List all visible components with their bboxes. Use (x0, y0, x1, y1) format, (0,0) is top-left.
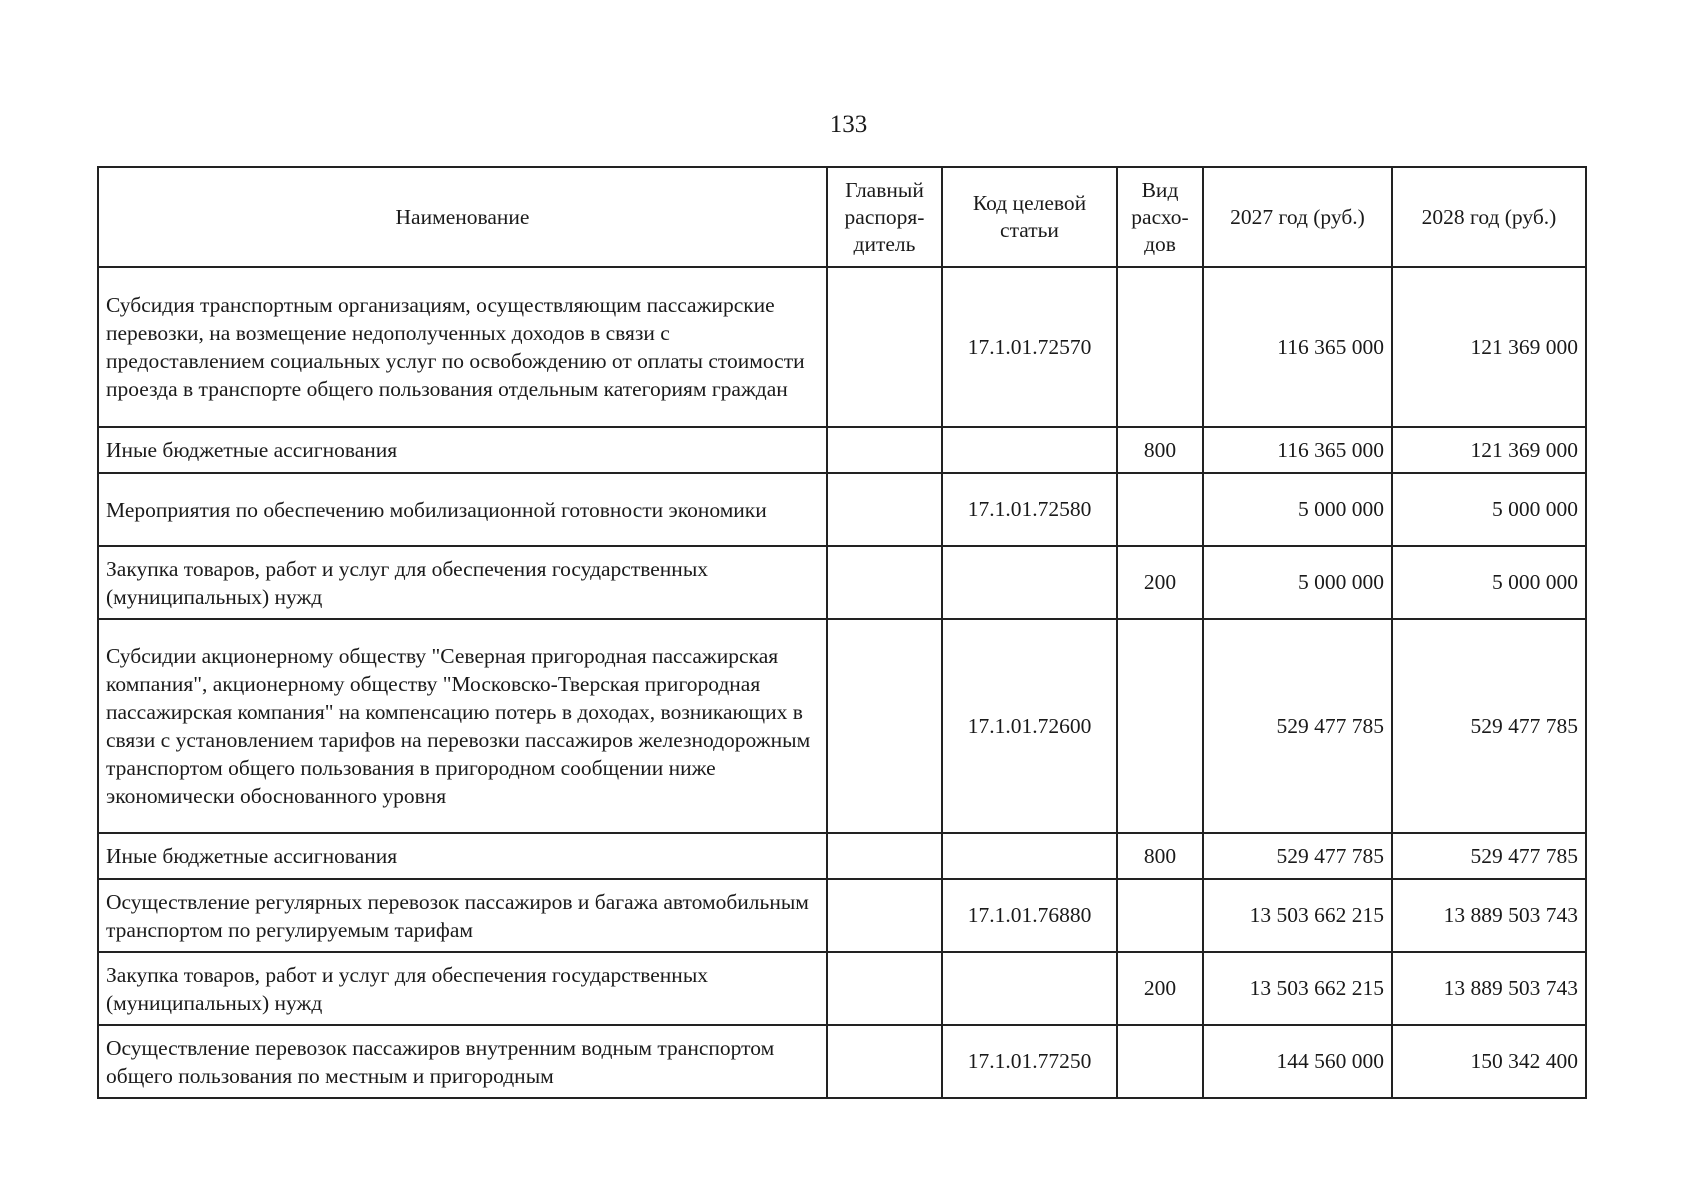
header-target-code: Код целевой статьи (942, 167, 1117, 267)
table-row (98, 833, 1586, 879)
header-year-2027: 2027 год (руб.) (1203, 167, 1392, 267)
row-2027: 529 477 785 (1203, 833, 1392, 879)
row-2028: 5 000 000 (1392, 473, 1586, 546)
row-type (1117, 879, 1203, 952)
table-row (98, 1025, 1586, 1098)
row-code: 17.1.01.72570 (942, 267, 1117, 427)
row-type: 200 (1117, 952, 1203, 1025)
row-2028: 121 369 000 (1392, 427, 1586, 473)
page-number: 133 (829, 111, 868, 138)
row-code: 17.1.01.77250 (942, 1025, 1117, 1098)
row-2027: 13 503 662 215 (1203, 879, 1392, 952)
row-name: Закупка товаров, работ и услуг для обеспечения государственных (муниципальных) нужд (98, 546, 827, 619)
row-2028: 529 477 785 (1392, 619, 1586, 833)
row-manager (827, 879, 942, 952)
row-2027: 529 477 785 (1203, 619, 1392, 833)
header-year-2028: 2028 год (руб.) (1392, 167, 1586, 267)
row-name: Субсидия транспортным организациям, осуществляющим пассажирские перевозки, на возмещение недополученных доходов в связи с предоставлением социальных услуг по освобождению от оплаты стоимости проезда в транспорте общего пользования отдельным категориям граждан (98, 267, 827, 427)
row-2027: 144 560 000 (1203, 1025, 1392, 1098)
table-row (98, 473, 1586, 546)
row-type: 800 (1117, 833, 1203, 879)
table-row (98, 879, 1586, 952)
row-2027: 116 365 000 (1203, 427, 1392, 473)
table-header (98, 167, 1586, 267)
row-code (942, 952, 1117, 1025)
row-manager (827, 267, 942, 427)
row-name: Мероприятия по обеспечению мобилизационной готовности экономики (98, 473, 827, 546)
row-name: Иные бюджетные ассигнования (98, 427, 827, 473)
row-2028: 529 477 785 (1392, 833, 1586, 879)
row-2028: 5 000 000 (1392, 546, 1586, 619)
row-type: 800 (1117, 427, 1203, 473)
row-manager (827, 833, 942, 879)
row-2027: 116 365 000 (1203, 267, 1392, 427)
row-type (1117, 619, 1203, 833)
row-manager (827, 546, 942, 619)
row-manager (827, 1025, 942, 1098)
header-expense-type: Вид расхо-дов (1117, 167, 1203, 267)
row-code: 17.1.01.72580 (942, 473, 1117, 546)
row-code (942, 833, 1117, 879)
row-2028: 13 889 503 743 (1392, 952, 1586, 1025)
row-code: 17.1.01.76880 (942, 879, 1117, 952)
row-2027: 5 000 000 (1203, 473, 1392, 546)
row-type (1117, 267, 1203, 427)
row-name: Иные бюджетные ассигнования (98, 833, 827, 879)
row-manager (827, 619, 942, 833)
table-row (98, 546, 1586, 619)
row-manager (827, 952, 942, 1025)
budget-table (97, 166, 1587, 1099)
row-2028: 121 369 000 (1392, 267, 1586, 427)
header-main-manager: Главный распоря-дитель (827, 167, 942, 267)
row-type (1117, 473, 1203, 546)
header-name: Наименование (98, 167, 827, 267)
row-name: Субсидии акционерному обществу "Северная пригородная пассажирская компания", акционерному обществу "Московско-Тверская пригородная пассажирская компания" на компенсацию потерь в доходах, возникающих в связи с установлением тарифов на перевозки пассажиров железнодорожным транспортом общего пользования в пригородном сообщении ниже экономически обоснованного уровня (98, 619, 827, 833)
row-name: Закупка товаров, работ и услуг для обеспечения государственных (муниципальных) нужд (98, 952, 827, 1025)
row-type: 200 (1117, 546, 1203, 619)
row-code: 17.1.01.72600 (942, 619, 1117, 833)
row-2028: 13 889 503 743 (1392, 879, 1586, 952)
row-manager (827, 427, 942, 473)
row-2027: 5 000 000 (1203, 546, 1392, 619)
row-name: Осуществление перевозок пассажиров внутренним водным транспортом общего пользования по местным и пригородным (98, 1025, 827, 1098)
row-2028: 150 342 400 (1392, 1025, 1586, 1098)
row-manager (827, 473, 942, 546)
row-name: Осуществление регулярных перевозок пассажиров и багажа автомобильным транспортом по регулируемым тарифам (98, 879, 827, 952)
table-row (98, 952, 1586, 1025)
table-row (98, 619, 1586, 833)
row-2027: 13 503 662 215 (1203, 952, 1392, 1025)
table-row (98, 267, 1586, 427)
row-code (942, 546, 1117, 619)
table-row (98, 427, 1586, 473)
row-type (1117, 1025, 1203, 1098)
row-code (942, 427, 1117, 473)
